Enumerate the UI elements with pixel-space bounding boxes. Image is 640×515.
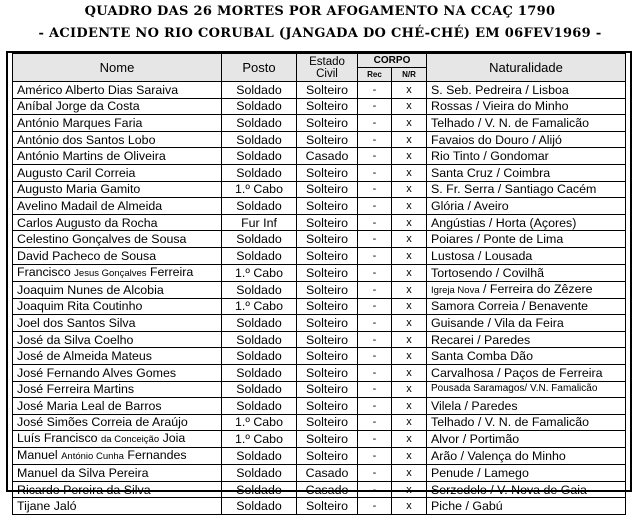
cell-nome: Celestino Gonçalves de Sousa [13,231,222,248]
cell-naturalidade: Guisande / Vila da Feira [427,315,626,332]
cell-nome: José Fernando Alves Gomes [13,364,222,381]
table-row [13,264,626,281]
cell-nr: x [392,498,427,515]
cell-rec: - [358,398,392,415]
cell-nome-part: Joia [159,431,186,446]
cell-nr: x [392,414,427,431]
table-row [13,198,626,215]
cell-posto: Soldado [222,115,297,132]
table-row [13,98,626,115]
header-estado-civil: Estado Civil [297,54,358,82]
table-row [13,431,626,448]
cell-nome: Joaquim Rita Coutinho [13,298,222,315]
cell-estado-civil: Solteiro [297,331,358,348]
cell-estado-civil: Solteiro [297,198,358,215]
cell-nr: x [392,214,427,231]
cell-rec: - [358,348,392,365]
cell-naturalidade: Penude / Lamego [427,465,626,482]
cell-rec: - [358,198,392,215]
table-row [13,247,626,264]
cell-nr: x [392,98,427,115]
cell-nome: Augusto Maria Gamito [13,181,222,198]
cell-nome-part: Fernandes [123,448,187,463]
cell-estado-civil: Solteiro [297,98,358,115]
cell-estado-civil: Solteiro [297,298,358,315]
table-row [13,231,626,248]
cell-nr: x [392,331,427,348]
cell-naturalidade-part: / Ferreira do Zêzere [479,281,593,296]
cell-nr: x [392,231,427,248]
cell-posto: Soldado [222,231,297,248]
cell-rec: - [358,431,392,448]
cell-posto: Soldado [222,98,297,115]
cell-rec: - [358,98,392,115]
cell-nome: Carlos Augusto da Rocha [13,214,222,231]
cell-nr: x [392,348,427,365]
cell-posto: Fur Inf [222,214,297,231]
cell-rec: - [358,414,392,431]
cell-rec: - [358,481,392,498]
table-row [13,181,626,198]
cell-nr: x [392,281,427,298]
cell-nome-part: da Conceição [101,434,160,446]
cell-posto: Soldado [222,381,297,398]
cell-naturalidade: Telhado / V. N. de Famalicão [427,115,626,132]
cell-rec: - [358,164,392,181]
table-row [13,381,626,398]
cell-nome: Ricardo Pereira da Silva [13,481,222,498]
cell-rec: - [358,498,392,515]
cell-naturalidade: Lustosa / Lousada [427,247,626,264]
cell-rec: - [358,131,392,148]
table-row [13,398,626,415]
cell-nome-part: Manuel [17,448,62,463]
cell-estado-civil: Solteiro [297,115,358,132]
cell-naturalidade: Recarei / Paredes [427,331,626,348]
cell-nr: x [392,298,427,315]
cell-posto: 1.º Cabo [222,264,297,281]
cell-nome: Joel dos Santos Silva [13,315,222,332]
cell-estado-civil: Solteiro [297,82,358,99]
table-row [13,498,626,515]
cell-nr: x [392,381,427,398]
table-row [13,348,626,365]
cell-nome: António dos Santos Lobo [13,131,222,148]
cell-posto: Soldado [222,164,297,181]
cell-nome [13,264,222,281]
cell-rec: - [358,448,392,465]
cell-nr: x [392,364,427,381]
cell-naturalidade: Arão / Valença do Minho [427,448,626,465]
cell-estado-civil: Solteiro [297,448,358,465]
cell-posto: Soldado [222,465,297,482]
cell-nome: Augusto Caril Correia [13,164,222,181]
cell-nome: António Marques Faria [13,115,222,132]
cell-naturalidade: Telhado / V. N. de Famalicão [427,414,626,431]
cell-naturalidade: S. Fr. Serra / Santiago Cacém [427,181,626,198]
cell-nome: Tijane Jaló [13,498,222,515]
cell-rec: - [358,247,392,264]
cell-posto: Soldado [222,247,297,264]
cell-nome: Manuel da Silva Pereira [13,465,222,482]
cell-rec: - [358,364,392,381]
cell-nr: x [392,431,427,448]
table-row [13,115,626,132]
cell-estado-civil: Solteiro [297,164,358,181]
cell-rec: - [358,315,392,332]
cell-naturalidade: Vilela / Paredes [427,398,626,415]
cell-rec: - [358,281,392,298]
cell-naturalidade: Angústias / Horta (Açores) [427,214,626,231]
cell-naturalidade: Glória / Aveiro [427,198,626,215]
cell-naturalidade: Rossas / Vieira do Minho [427,98,626,115]
cell-naturalidade: Favaios do Douro / Alijó [427,131,626,148]
cell-nome-part: Jesus Gonçalves [74,267,147,279]
cell-rec: - [358,298,392,315]
header-rec: Rec [358,68,392,82]
table-row [13,414,626,431]
cell-estado-civil: Casado [297,465,358,482]
cell-naturalidade: Serzedelo / V. Nova de Gaia [427,481,626,498]
table-row [13,131,626,148]
cell-posto: Soldado [222,315,297,332]
cell-rec: - [358,465,392,482]
cell-posto: 1.º Cabo [222,298,297,315]
cell-naturalidade: Carvalhosa / Paços de Ferreira [427,364,626,381]
table-row [13,298,626,315]
cell-nr: x [392,82,427,99]
cell-estado-civil: Solteiro [297,131,358,148]
table-row [13,364,626,381]
cell-nome-part: Ferreira [146,264,194,279]
header-nome: Nome [13,54,222,82]
cell-posto: Soldado [222,281,297,298]
cell-estado-civil: Solteiro [297,414,358,431]
cell-rec: - [358,231,392,248]
cell-rec: - [358,115,392,132]
cell-posto: Soldado [222,331,297,348]
cell-estado-civil: Solteiro [297,281,358,298]
cell-posto: Soldado [222,348,297,365]
cell-nome: António Martins de Oliveira [13,148,222,165]
cell-posto: Soldado [222,498,297,515]
cell-nome: Américo Alberto Dias Saraiva [13,82,222,99]
cell-rec: - [358,381,392,398]
cell-rec: - [358,148,392,165]
cell-posto: Soldado [222,448,297,465]
cell-naturalidade: S. Seb. Pedreira / Lisboa [427,82,626,99]
cell-naturalidade: Piche / Gabú [427,498,626,515]
cell-posto: 1.º Cabo [222,414,297,431]
cell-naturalidade-part: Igreja Nova [431,284,480,296]
header-naturalidade: Naturalidade [427,54,626,82]
cell-posto: Soldado [222,398,297,415]
cell-naturalidade: Alvor / Portimão [427,431,626,448]
cell-rec: - [358,214,392,231]
cell-posto: Soldado [222,148,297,165]
cell-nr: x [392,247,427,264]
table-row [13,448,626,465]
cell-nr: x [392,481,427,498]
cell-nr: x [392,181,427,198]
cell-nome-part: Francisco [17,264,75,279]
cell-posto: Soldado [222,82,297,99]
cell-nome: José Maria Leal de Barros [13,398,222,415]
cell-naturalidade: Poiares / Ponte de Lima [427,231,626,248]
cell-nome: Joaquim Nunes de Alcobia [13,281,222,298]
cell-nome: José Simões Correia de Araújo [13,414,222,431]
cell-estado-civil: Solteiro [297,247,358,264]
cell-nr: x [392,465,427,482]
cell-nome [13,431,222,448]
cell-posto: Soldado [222,364,297,381]
cell-nr: x [392,315,427,332]
cell-nome-part: António Cunha [61,451,124,463]
cell-nome: Aníbal Jorge da Costa [13,98,222,115]
cell-estado-civil: Solteiro [297,398,358,415]
cell-naturalidade: Santa Comba Dão [427,348,626,365]
header-corpo: CORPO [358,54,427,68]
cell-posto: Soldado [222,198,297,215]
cell-estado-civil: Solteiro [297,431,358,448]
cell-nome: José da Silva Coelho [13,331,222,348]
cell-nr: x [392,115,427,132]
cell-rec: - [358,264,392,281]
cell-estado-civil: Solteiro [297,264,358,281]
cell-nr: x [392,164,427,181]
cell-naturalidade: Rio Tinto / Gondomar [427,148,626,165]
cell-nome: José Ferreira Martins [13,381,222,398]
document-subtitle: - ACIDENTE NO RIO CORUBAL (JANGADA DO CHÉ-CHÉ) EM 06FEV1969 - [38,26,602,41]
cell-posto: Soldado [222,131,297,148]
cell-naturalidade [427,281,626,298]
table-body [13,82,626,515]
cell-nr: x [392,131,427,148]
cell-estado-civil: Solteiro [297,181,358,198]
cell-rec: - [358,181,392,198]
cell-naturalidade: Samora Correia / Benavente [427,298,626,315]
cell-nome: José de Almeida Mateus [13,348,222,365]
table-row [13,315,626,332]
table-row [13,281,626,298]
cell-naturalidade: Santa Cruz / Coimbra [427,164,626,181]
header-posto: Posto [222,54,297,82]
table-row [13,164,626,181]
table-row [13,481,626,498]
cell-rec: - [358,331,392,348]
cell-nome: David Pacheco de Sousa [13,247,222,264]
table-row [13,214,626,231]
header-nr: N/R [392,68,427,82]
cell-estado-civil: Solteiro [297,231,358,248]
cell-nr: x [392,448,427,465]
cell-estado-civil: Casado [297,481,358,498]
cell-estado-civil: Solteiro [297,364,358,381]
cell-nr: x [392,398,427,415]
cell-naturalidade: Tortosendo / Covilhã [427,264,626,281]
cell-posto: Soldado [222,481,297,498]
cell-nr: x [392,264,427,281]
cell-estado-civil: Solteiro [297,381,358,398]
cell-estado-civil: Solteiro [297,214,358,231]
cell-estado-civil: Solteiro [297,348,358,365]
cell-estado-civil: Solteiro [297,498,358,515]
cell-posto: 1.º Cabo [222,431,297,448]
cell-posto: 1.º Cabo [222,181,297,198]
cell-estado-civil: Solteiro [297,315,358,332]
table-row [13,82,626,99]
cell-nome [13,448,222,465]
cell-naturalidade: Pousada Saramagos/ V.N. Famalicão [427,381,626,398]
document-title: QUADRO DAS 26 MORTES POR AFOGAMENTO NA CCAÇ 1790 [84,4,556,19]
table-row [13,148,626,165]
cell-rec: - [358,82,392,99]
cell-nr: x [392,198,427,215]
table-row [13,331,626,348]
casualties-table [12,53,626,515]
cell-nome: Avelino Madail de Almeida [13,198,222,215]
table-row [13,465,626,482]
cell-nr: x [392,148,427,165]
cell-nome-part: Luís Francisco [17,431,102,446]
cell-estado-civil: Casado [297,148,358,165]
